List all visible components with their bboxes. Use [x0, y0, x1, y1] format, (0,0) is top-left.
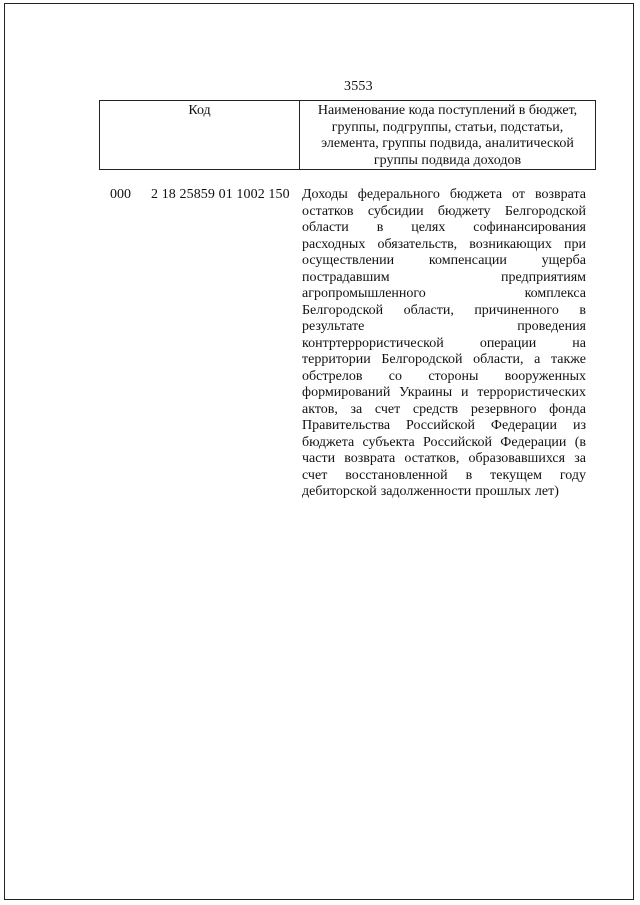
header-name-line: Наименование кода поступлений в бюджет,	[317, 103, 578, 118]
description-line	[302, 336, 586, 353]
description-line	[302, 435, 586, 452]
description-line	[302, 451, 586, 468]
description-word: а	[534, 352, 541, 367]
description-word: обстрелов	[302, 368, 363, 384]
description-word: пострадавшим	[302, 269, 390, 285]
description-word: счет	[302, 467, 328, 483]
description-line	[302, 402, 586, 419]
description-word: ущерба	[541, 253, 586, 268]
description-word: на	[572, 335, 586, 351]
description-line	[302, 319, 586, 336]
description-line	[302, 204, 586, 221]
description-word: при	[563, 236, 586, 252]
description-line	[302, 303, 586, 320]
description-line	[302, 352, 586, 369]
header-name-cell	[300, 101, 596, 170]
description-line	[302, 484, 586, 501]
description-word: возврата	[344, 451, 396, 466]
description-word: расходных	[302, 236, 366, 252]
description-word: за	[574, 451, 586, 466]
description-word: комплекса	[524, 286, 586, 301]
description-word: дебиторской	[302, 484, 377, 499]
description-word: агропромышленного	[302, 286, 426, 301]
description-word: Белгородской	[504, 203, 586, 219]
description-word: возникающих	[469, 236, 552, 252]
description-word: в	[465, 467, 473, 483]
description-word: субсидии	[367, 203, 424, 219]
description-word: бюджету	[437, 203, 491, 219]
description-line	[302, 187, 586, 204]
description-word: актов,	[302, 401, 338, 417]
header-name-line: элемента, группы подвида, аналитической	[321, 136, 574, 151]
description-word: области,	[473, 352, 524, 367]
page-number: 3553	[344, 79, 373, 94]
header-name-line: группы подвида доходов	[373, 152, 522, 168]
description-word: Российской	[406, 418, 476, 433]
description-line	[302, 385, 586, 402]
description-word: предприятиям	[501, 269, 586, 285]
description-word: восстановленной	[345, 467, 448, 483]
description-line	[302, 418, 586, 435]
description-word: Федерации	[500, 434, 567, 450]
description-word: обязательств,	[377, 236, 458, 252]
description-word: Правительства	[302, 418, 391, 433]
description-word: области	[302, 220, 349, 235]
description-line	[302, 253, 586, 270]
description-word: части	[302, 451, 336, 466]
header-code-label: Код	[188, 103, 211, 118]
description-word: в	[579, 302, 586, 318]
description-word: Российской	[423, 434, 492, 450]
description-word: компенсации	[428, 253, 507, 268]
header-code-cell	[100, 101, 300, 170]
description-word: от	[512, 187, 525, 202]
description-word: задолженности	[380, 484, 472, 499]
description-line	[302, 220, 586, 237]
description-word: контртеррористической	[302, 335, 444, 351]
description-word: из	[572, 418, 586, 433]
description-word: лет)	[534, 484, 559, 499]
description-word: текущем	[490, 467, 542, 483]
description-word: и	[460, 385, 469, 400]
description-word: году	[559, 467, 586, 483]
description-word: остатков	[302, 203, 354, 219]
header-name-line: группы, подгруппы, статьи, подстатьи,	[331, 119, 564, 135]
description-word: формирований	[302, 385, 391, 400]
admin-code: 000	[110, 187, 131, 202]
description-line	[302, 270, 586, 287]
description-word: со	[388, 368, 402, 384]
header-row	[100, 101, 596, 170]
description-line	[302, 468, 586, 485]
revenue-description	[302, 187, 586, 501]
description-word: счет	[374, 401, 401, 417]
description-word: бюджета	[302, 434, 355, 450]
description-word: проведения	[517, 319, 586, 334]
description-word: стороны	[428, 368, 479, 384]
description-word: территории	[302, 352, 371, 367]
description-word: за	[350, 401, 363, 417]
description-word: резервного	[470, 401, 537, 417]
description-word: также	[550, 352, 586, 367]
description-word: средств	[412, 401, 459, 417]
description-word: софинансирования	[473, 220, 586, 235]
description-word: Федерации	[490, 418, 558, 433]
description-word: осуществлении	[302, 253, 395, 268]
description-word: результате	[302, 319, 365, 334]
description-word: в	[376, 220, 384, 235]
description-line	[302, 237, 586, 254]
description-line	[302, 369, 586, 386]
description-word: области,	[403, 302, 454, 318]
description-word: Белгородской	[381, 352, 463, 367]
description-word: Белгородской	[302, 302, 384, 318]
description-word: целях	[411, 220, 446, 235]
description-line	[302, 286, 586, 303]
revenue-code: 2 18 25859 01 1002 150	[151, 187, 290, 202]
description-word: Украины	[399, 385, 453, 400]
description-word: операции	[479, 335, 537, 351]
description-word: образовавшихся	[468, 451, 566, 466]
description-word: причиненного	[474, 302, 559, 318]
description-word: (в	[574, 434, 586, 450]
description-word: возврата	[534, 187, 586, 202]
description-word: прошлых	[475, 484, 531, 499]
description-word: фонда	[549, 401, 586, 417]
description-word: бюджета	[449, 187, 503, 202]
header-table	[99, 100, 596, 170]
description-word: субъекта	[362, 434, 415, 450]
description-word: федерального	[357, 187, 440, 202]
description-word: остатков,	[404, 451, 460, 466]
description-word: Доходы	[302, 187, 348, 202]
description-word: террористических	[477, 385, 586, 400]
description-word: вооруженных	[504, 368, 586, 384]
